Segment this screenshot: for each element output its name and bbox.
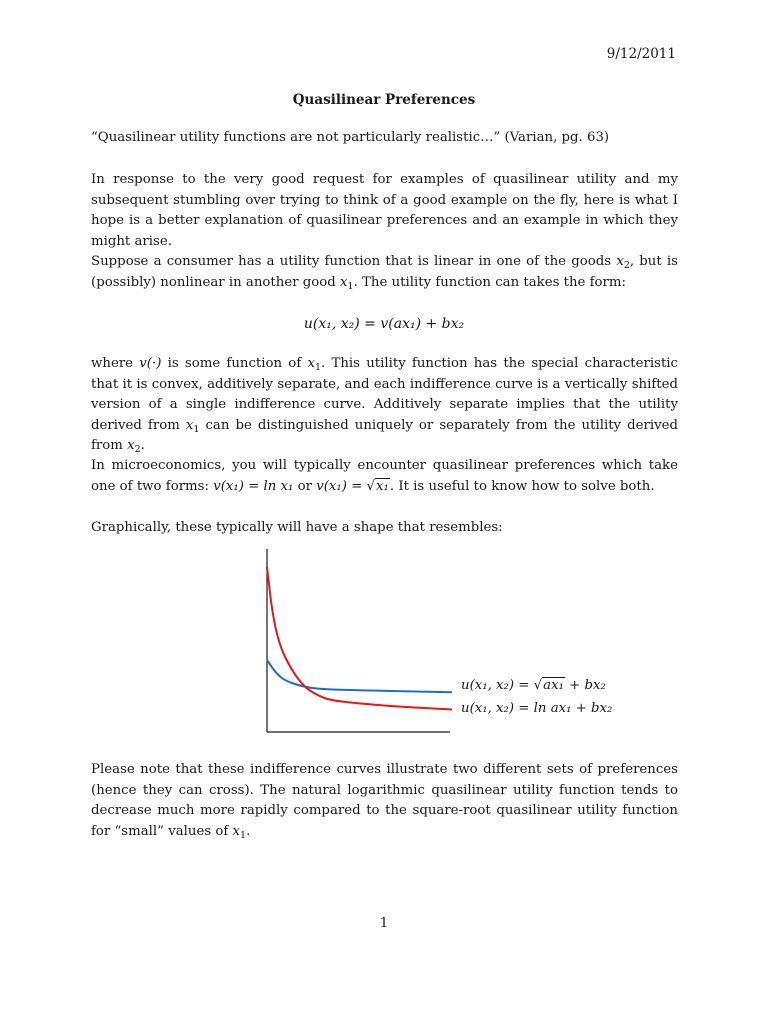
intro-paragraph: In response to the very good request for examples of quasilinear utility and my subsequent stumbling over trying to think of a good example on the fly, here is what I hope is a better explanation of quasilinear preferences and an example in which they might arise.	[91, 172, 678, 249]
utility-equation: u(x₁, x₂) = v(ax₁) + bx₂	[303, 316, 465, 332]
characteristics-paragraph: where v(·) is some function of $x_1$. This utility function has the special characteristic that it is convex, additively separate, and each indifference curve is a vertically shifted version of a single indifference curve. Additively separate implies that the utility derived from $x_1$ can be distinguished uniquely or separately from the utility derived from $x_2$.	[91, 356, 678, 455]
legend-ln: u(x₁, x₂) = ln ax₁ + bx₂	[461, 701, 613, 716]
page-number: 1	[379, 916, 389, 931]
log-form: v(x₁) = ln x₁	[213, 478, 294, 494]
symbol-x1: $x_1$	[340, 274, 354, 292]
note-paragraph: Please note that these indifference curves illustrate two different sets of preferences (hence they can cross). The natural logarithmic quasilinear utility function tends to decrease much more rapidly compared to the square-root quasilinear utility function for “small” values of $x_1$.	[91, 762, 678, 841]
sqrt-indifference-curve	[267, 660, 452, 692]
utility-form-paragraph: Suppose a consumer has a utility function that is linear in one of the goods $x_2$, but is (possibly) nonlinear in another good $x_1$. The utility function can takes the form:	[91, 254, 678, 292]
v-function: v(·)	[139, 356, 162, 371]
indifference-curve-chart	[255, 545, 635, 740]
symbol-x2: $x_2$	[616, 254, 630, 271]
sqrt-form: v(x₁) = √x₁	[316, 478, 389, 494]
graph-intro: Graphically, these typically will have a shape that resembles:	[91, 520, 503, 535]
document-date: 9/12/2011	[606, 46, 676, 62]
document-title: Quasilinear Preferences	[292, 92, 476, 108]
forms-paragraph: In microeconomics, you will typically encounter quasilinear preferences which take one of two forms: v(x₁) = ln x₁ or v(x₁) = √x₁. It is useful to know how to solve both.	[91, 458, 678, 494]
ln-indifference-curve	[267, 567, 452, 710]
legend-sqrt: u(x₁, x₂) = √ax₁ + bx₂	[461, 678, 606, 693]
varian-quote: “Quasilinear utility functions are not particularly realistic…” (Varian, pg. 63)	[91, 130, 610, 145]
